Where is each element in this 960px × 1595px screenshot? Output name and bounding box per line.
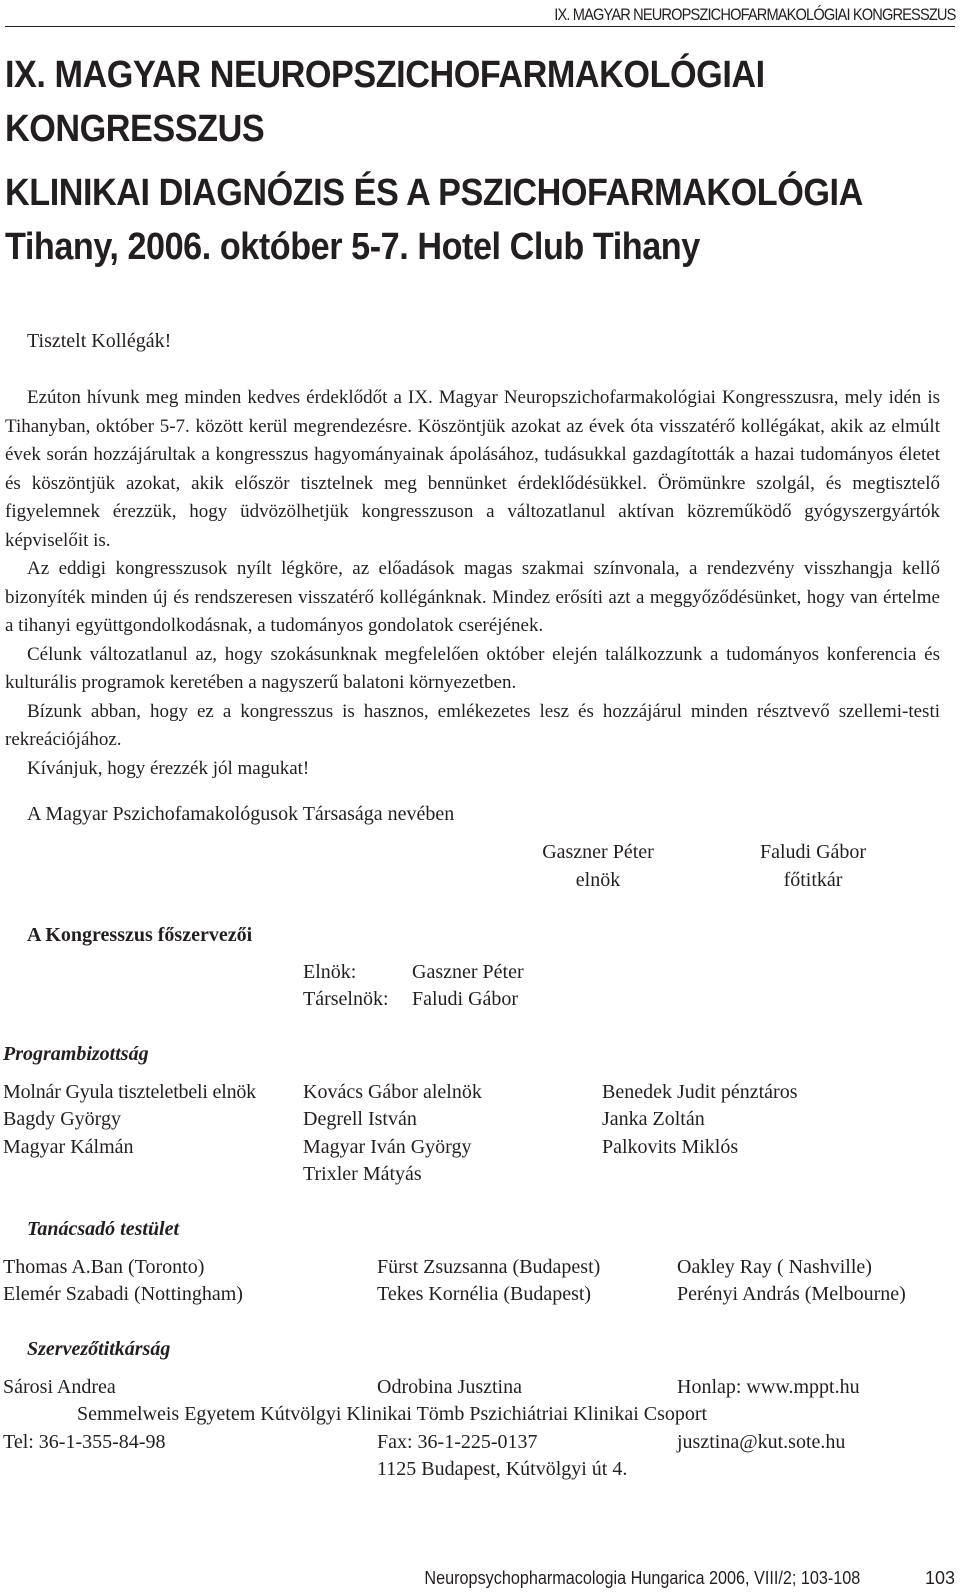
letter-body: [5, 384, 940, 783]
postal-address: 1125 Budapest, Kútvölgyi út 4.: [377, 1458, 628, 1480]
title-line-3: KLINIKAI DIAGNÓZIS ÉS A PSZICHOFARMAKOLÓGIA: [5, 172, 863, 214]
organizer-label: Társelnök:: [303, 988, 389, 1010]
committee-member: Molnár Gyula tiszteletbeli elnök: [3, 1081, 256, 1103]
secretariat-heading: Szervezőtitkárság: [27, 1338, 171, 1360]
header-rule: [5, 26, 955, 27]
secretariat-contact-name: Odrobina Jusztina: [377, 1376, 522, 1398]
paragraph: Kívánjuk, hogy érezzék jól magukat!: [27, 757, 310, 779]
program-committee-heading: Programbizottság: [3, 1043, 149, 1065]
title-line-1: IX. MAGYAR NEUROPSZICHOFARMAKOLÓGIAI: [5, 54, 765, 96]
title-line-4: Tihany, 2006. október 5-7. Hotel Club Tihany: [5, 226, 700, 268]
advisory-member: Elemér Szabadi (Nottingham): [3, 1283, 243, 1305]
committee-member: Degrell István: [303, 1108, 417, 1130]
website-link[interactable]: Honlap: www.mppt.hu: [677, 1376, 860, 1398]
signature-role: főtitkár: [783, 869, 843, 891]
committee-member: Kovács Gábor alelnök: [303, 1081, 482, 1103]
title-block: [5, 48, 945, 274]
journal-citation: Neuropsychopharmacologia Hungarica 2006, VIII/2; 103-108: [424, 1568, 860, 1588]
committee-member: Magyar Kálmán: [3, 1136, 134, 1158]
advisory-board-heading: Tanácsadó testület: [27, 1218, 180, 1240]
fax-number: Fax: 36-1-225-0137: [377, 1431, 538, 1453]
committee-member: Trixler Mátyás: [303, 1163, 422, 1185]
greeting: Tisztelt Kollégák!: [27, 330, 172, 352]
committee-member: Magyar Iván György: [303, 1136, 472, 1158]
organizer-label: Elnök:: [303, 961, 357, 983]
paragraph: Ezúton hívunk meg minden kedves érdeklődőt a IX. Magyar Neuropszichofarmakológiai Kongresszusra, mely idén is Tihanyban, október 5-7. között kerül megrendezésre. Köszöntjük azokat az évek óta visszatérő kollégákat, akik az elmúlt évek során hozzájárultak a kongresszus hagyományainak ápolásához, tudásukkal gazdagították a hazai tudományos életet és köszöntjük azokat, akik először tisztelnek meg bennünket érdeklődésükkel. Örömünkre szolgál, és megtisztelő figyelemnek érezzük, hogy üdvözölhetjük kongresszuson a változatlanul aktívan közreműködő gyógyszergyártók képviselőit is.: [5, 387, 940, 551]
email-link[interactable]: jusztina@kut.sote.hu: [677, 1431, 846, 1453]
advisory-member: Fürst Zsuzsanna (Budapest): [377, 1256, 601, 1278]
institution-line: Semmelweis Egyetem Kútvölgyi Klinikai Tömb Pszichiátriai Klinikai Csoport: [77, 1403, 708, 1425]
committee-member: Palkovits Miklós: [602, 1136, 739, 1158]
committee-member: Bagdy György: [3, 1108, 121, 1130]
on-behalf-line: A Magyar Pszichofamakológusok Társasága nevében: [27, 803, 455, 825]
paragraph: Az eddigi kongresszusok nyílt légköre, az előadások magas szakmai színvonala, a rendezvény visszhangja kellő bizonyíték minden új és rendszeresen visszatérő kollégánknak. Mindez erősíti azt a meggyőződésünket, hogy van értelme a tihanyi együttgondolkodásnak, a tudományos gondolatok cseréjének.: [5, 558, 940, 636]
paragraph: Célunk változatlanul az, hogy szokásunknak megfelelően október elején találkozzunk a tudományos konferencia és kulturális programok keretében a nagyszerű balatoni környezetben.: [5, 643, 940, 693]
advisory-member: Tekes Kornélia (Budapest): [377, 1283, 592, 1305]
page-number: 103: [924, 1568, 955, 1588]
advisory-member: Perényi András (Melbourne): [677, 1283, 906, 1305]
running-head: IX. MAGYAR NEUROPSZICHOFARMAKOLÓGIAI KONGRESSZUS: [553, 5, 955, 24]
committee-member: Benedek Judit pénztáros: [602, 1081, 798, 1103]
phone-number: Tel: 36-1-355-84-98: [3, 1431, 166, 1453]
signature-role: elnök: [575, 869, 621, 891]
organizer-name: Faludi Gábor: [412, 988, 519, 1010]
title-line-2: KONGRESSZUS: [5, 108, 265, 150]
organizer-name: Gaszner Péter: [412, 961, 524, 983]
committee-member: Janka Zoltán: [602, 1108, 705, 1130]
signature-name: Faludi Gábor: [759, 841, 867, 863]
organizers-heading: A Kongresszus főszervezői: [27, 924, 253, 946]
signature-name: Gaszner Péter: [542, 841, 654, 863]
paragraph: Bízunk abban, hogy ez a kongresszus is hasznos, emlékezetes lesz és hozzájárul minden résztvevő szellemi-testi rekreációjához.: [5, 700, 940, 750]
advisory-member: Thomas A.Ban (Toronto): [3, 1256, 205, 1278]
secretariat-contact-name: Sárosi Andrea: [3, 1376, 116, 1398]
page-footer: [0, 1568, 955, 1589]
advisory-member: Oakley Ray ( Nashville): [677, 1256, 872, 1278]
